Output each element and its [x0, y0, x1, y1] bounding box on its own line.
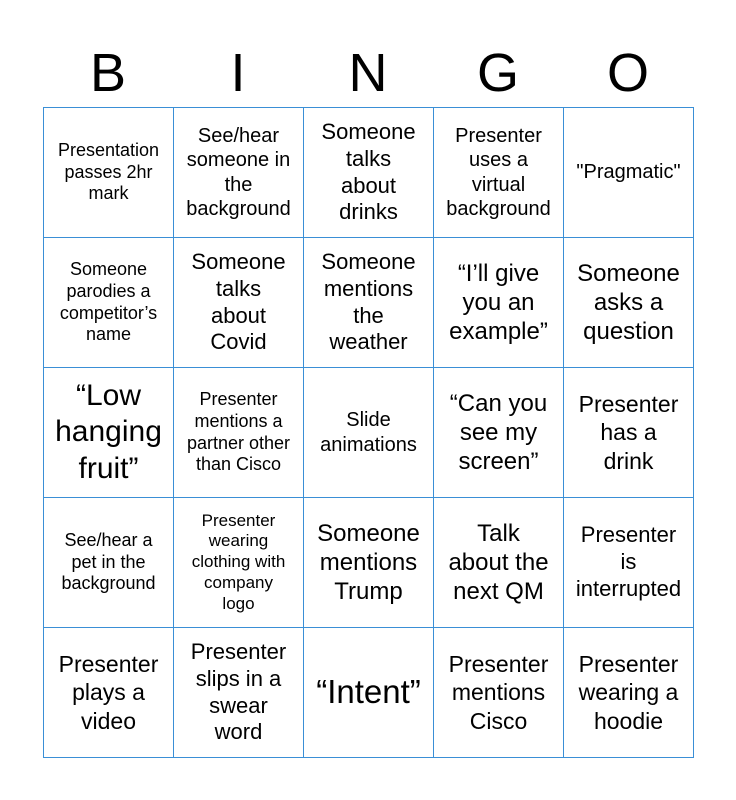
bingo-cell[interactable]: Someone mentions the weather	[304, 238, 434, 368]
bingo-cell[interactable]: Presenter wearing clothing with company logo	[174, 498, 304, 628]
bingo-cell[interactable]: Someone asks a question	[564, 238, 694, 368]
bingo-cell[interactable]: See/hear a pet in the background	[44, 498, 174, 628]
bingo-cell[interactable]: See/hear someone in the background	[174, 108, 304, 238]
header-letter-b: B	[89, 43, 127, 103]
bingo-cell[interactable]: Someone talks about drinks	[304, 108, 434, 238]
bingo-cell[interactable]: “I’ll give you an example”	[434, 238, 564, 368]
header-letter-n: N	[348, 43, 388, 103]
bingo-cell[interactable]: Presenter mentions Cisco	[434, 628, 564, 758]
bingo-cell[interactable]: "Pragmatic"	[564, 108, 694, 238]
bingo-cell[interactable]: Presenter uses a virtual background	[434, 108, 564, 238]
bingo-cell[interactable]: “Can you see my screen”	[434, 368, 564, 498]
header-letter-g: G	[476, 43, 519, 103]
bingo-cell[interactable]: Presenter mentions a partner other than Cisco	[174, 368, 304, 498]
bingo-cell[interactable]: Presentation passes 2hr mark	[44, 108, 174, 238]
bingo-cell[interactable]: Presenter plays a video	[44, 628, 174, 758]
bingo-grid	[43, 107, 694, 758]
bingo-cell[interactable]: Someone talks about Covid	[174, 238, 304, 368]
bingo-cell[interactable]: “Low hanging fruit”	[44, 368, 174, 498]
bingo-cell[interactable]: Presenter wearing a hoodie	[564, 628, 694, 758]
bingo-header	[43, 38, 693, 108]
bingo-cell[interactable]: Someone parodies a competitor’s name	[44, 238, 174, 368]
bingo-cell[interactable]: Presenter slips in a swear word	[174, 628, 304, 758]
header-letter-i: I	[230, 43, 246, 103]
header-letter-o: O	[606, 43, 649, 103]
bingo-cell[interactable]: Presenter is interrupted	[564, 498, 694, 628]
bingo-cell[interactable]: Someone mentions Trump	[304, 498, 434, 628]
bingo-cell[interactable]: “Intent”	[304, 628, 434, 758]
bingo-cell[interactable]: Talk about the next QM	[434, 498, 564, 628]
bingo-cell[interactable]: Presenter has a drink	[564, 368, 694, 498]
bingo-cell[interactable]: Slide animations	[304, 368, 434, 498]
